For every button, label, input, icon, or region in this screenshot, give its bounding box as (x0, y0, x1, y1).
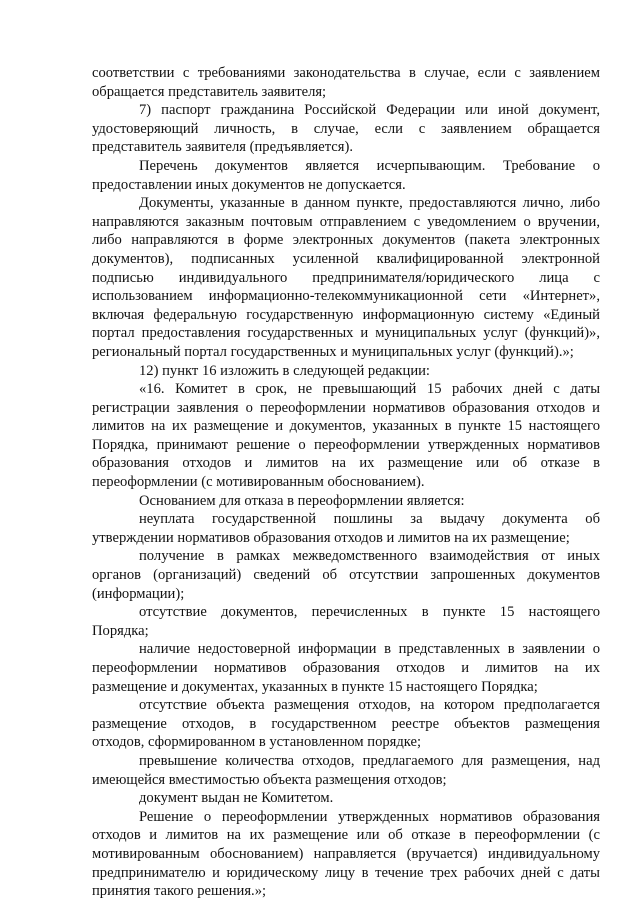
text-line: переоформлении нормативов образования отходов и лимитов на их (92, 660, 600, 676)
text-line: образования отходов и лимитов на их размещение или об отказе в (92, 455, 600, 472)
text-line: размещение и документах, указанных в пункте 15 настоящего Порядка; (92, 678, 538, 695)
text-line: размещение отходов, в государственном реестре объектов размещения (92, 715, 600, 732)
text-line: 12) пункт 16 изложить в следующей редакции: (139, 362, 430, 379)
text-line: переоформлении (с мотивированным обоснованием). (92, 474, 425, 491)
text-line: портал предоставления государственных и муниципальных услуг (функций)», (92, 325, 600, 342)
text-line: органов (организаций) сведений об отсутствии запрошенных документов (92, 567, 600, 584)
text-line: регистрации заявления о переоформлении нормативов образования отходов и (92, 399, 600, 416)
text-line: отходов и лимитов на их размещение или об отказе в переоформлении (с (92, 827, 600, 844)
text-line: предпринимателю и юридическому лицу в течение трех рабочих дней с даты (92, 864, 600, 881)
text-line: отсутствие объекта размещения отходов, на котором предполагается (139, 697, 600, 714)
text-line: принятия такого решения.»; (92, 883, 267, 900)
text-line: (информации); (92, 585, 185, 602)
text-line: представитель заявителя (предъявляется). (92, 139, 353, 156)
text-line: документов), подписанных усиленной квалифицированной электронной (92, 250, 600, 267)
text-line: отсутствие документов, перечисленных в пункте 15 настоящего (139, 604, 600, 621)
text-line: 7) паспорт гражданина Российской Федерации или иной документ, (139, 102, 600, 119)
text-line: соответствии с требованиями законодательства в случае, если с заявлением (92, 65, 600, 81)
text-line: Основанием для отказа в переоформлении является: (139, 492, 465, 509)
text-line: «16. Комитет в срок, не превышающий 15 рабочих дней с даты (139, 381, 600, 398)
text-line: Порядка; (92, 622, 149, 639)
text-line: имеющейся вместимостью объекта размещения отходов; (92, 771, 447, 788)
text-line: получение в рамках межведомственного взаимодействия от иных (139, 548, 600, 565)
text-line: предоставлении иных документов не допускается. (92, 176, 406, 193)
text-line: документ выдан не Комитетом. (139, 790, 334, 807)
text-line: Порядка, принимают решение о переоформлении утвержденных нормативов (92, 436, 600, 453)
text-line: направляются заказным почтовым отправлением с уведомлением о вручении, (92, 213, 600, 230)
text-line: Документы, указанные в данном пункте, предоставляются лично, либо (139, 195, 600, 212)
text-line: использованием информационно-телекоммуникационной сети «Интернет», (92, 288, 600, 305)
text-line: региональный портал государственных и муниципальных услуг (функций).»; (92, 343, 574, 360)
text-line: Перечень документов является исчерпывающим. Требование о (139, 157, 600, 174)
text-line: либо направляются в форме электронных документов (пакета электронных (92, 232, 600, 249)
text-line: включая федеральную государственную информационную систему «Единый (92, 306, 600, 323)
text-line: превышение количества отходов, предлагаемого для размещения, над (139, 752, 600, 769)
text-line: отходов, сформированном в установленном порядке; (92, 734, 422, 751)
text-line: Решение о переоформлении утвержденных нормативов образования (139, 808, 600, 825)
document-body (92, 64, 600, 901)
text-line: неуплата государственной пошлины за выдачу документа об (139, 511, 600, 528)
text-line: наличие недостоверной информации в представленных в заявлении о (139, 641, 600, 658)
text-line: обращается представитель заявителя; (92, 83, 327, 100)
text-line: лимитов на их размещение и документов, указанных в пункте 15 настоящего (92, 418, 600, 435)
text-line: подписью индивидуального предпринимателя/юридического лица с (92, 269, 600, 286)
text-line: утверждении нормативов образования отходов и лимитов на их размещение; (92, 529, 570, 546)
text-line: мотивированным обоснованием) направляется (вручается) индивидуальному (92, 845, 600, 862)
text-line: удостоверяющий личность, в случае, если с заявлением обращается (92, 120, 600, 137)
